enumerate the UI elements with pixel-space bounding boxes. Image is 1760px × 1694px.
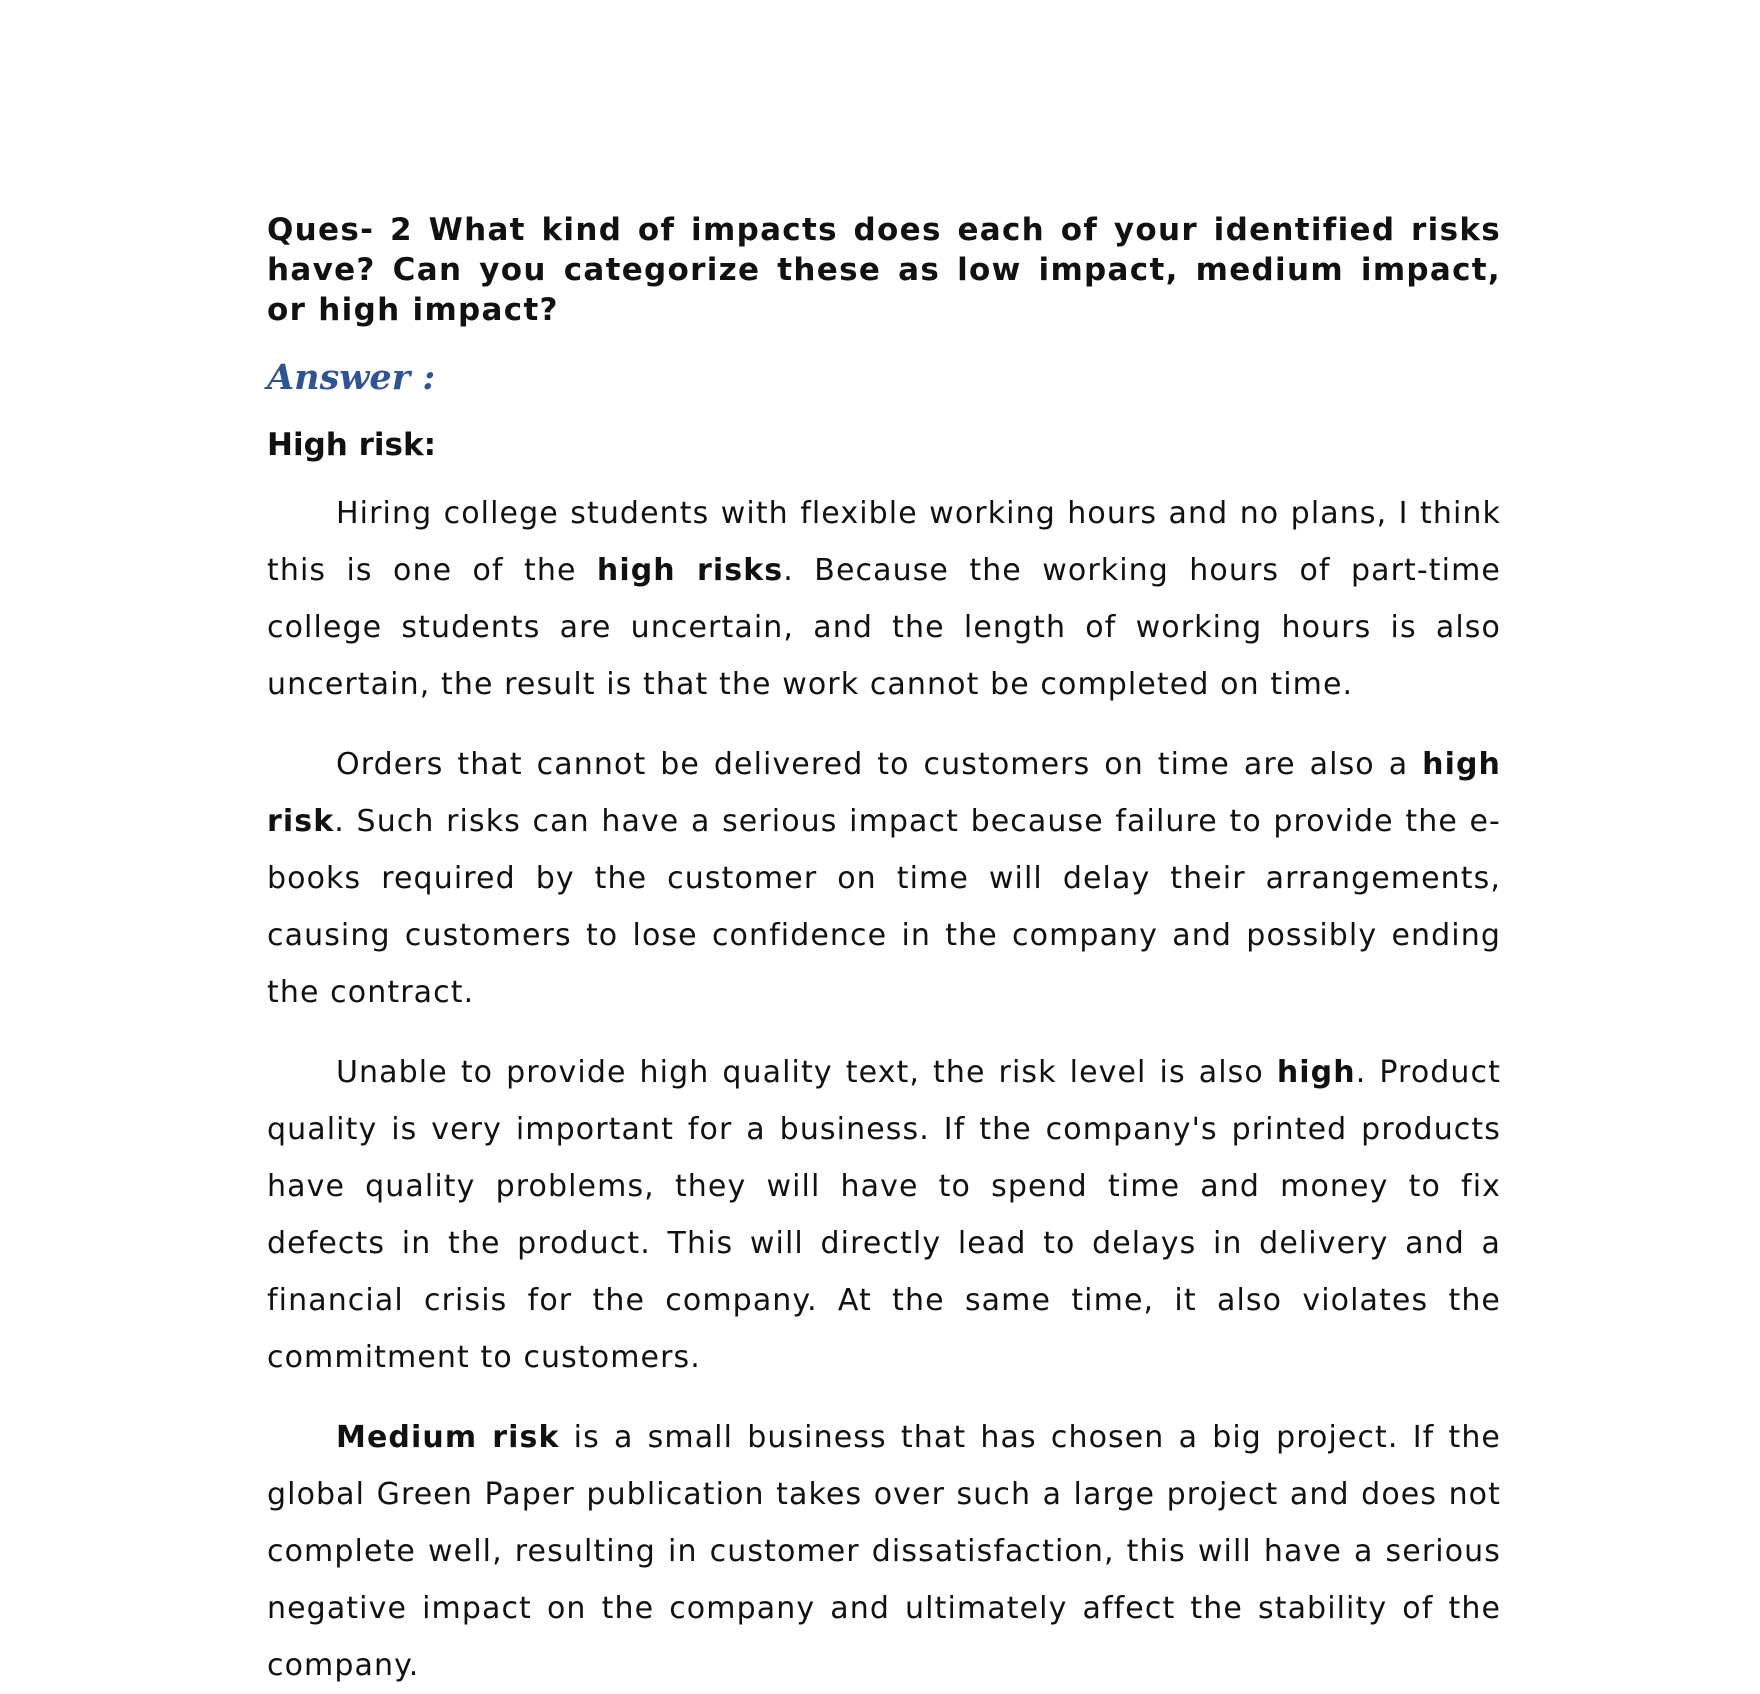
- high-risk-heading: High risk:: [267, 427, 437, 463]
- paragraph-text: . Such risks can have a serious impact because failure to provide the e-books required by the customer on time will delay their arrangements, causing customers to lose confidence in the company and possibly ending the contract.: [267, 804, 1501, 1010]
- paragraph-text: Unable to provide high quality text, the risk level is also: [336, 1055, 1277, 1090]
- paragraph-text: Hiring college students with flexible working hours and no plans, I think this is one of the: [267, 496, 1501, 588]
- paragraph-text: is a small business that has chosen a big project. If the global Green Paper publication takes over such a large project and does not complete well, resulting in customer dissatisfaction, this will have a serious negative impact on the company and ultimately affect the stability of the company.: [267, 1420, 1501, 1683]
- risk-level-emphasis: Medium risk: [336, 1420, 560, 1455]
- paragraph-medium-risk: [267, 1409, 1501, 1694]
- paragraph-hiring-students: [267, 485, 1501, 713]
- paragraph-text-quality: [267, 1044, 1501, 1386]
- paragraph-text: Orders that cannot be delivered to customers on time are also a: [336, 747, 1423, 782]
- paragraph-late-orders: [267, 736, 1501, 1021]
- risk-level-emphasis: high risks: [596, 553, 784, 588]
- paragraph-text: . Because the working hours of part-time college students are uncertain, and the length of working hours is also uncertain, the result is that the work cannot be completed on time.: [267, 553, 1501, 702]
- answer-label: Answer :: [267, 357, 436, 398]
- risk-level-emphasis: high risk: [267, 747, 1501, 839]
- risk-level-emphasis: high: [1276, 1055, 1356, 1090]
- document-page: [267, 210, 1501, 1694]
- paragraph-text: . Product quality is very important for a business. If the company's printed products have quality problems, they will have to spend time and money to fix defects in the product. This will directly lead to delays in delivery and a financial crisis for the company. At the same time, it also violates the commitment to customers.: [267, 1055, 1501, 1375]
- question-heading: Ques- 2 What kind of impacts does each of your identified risks have? Can you categorize these as low impact, medium impact, or high impact?: [267, 212, 1501, 328]
